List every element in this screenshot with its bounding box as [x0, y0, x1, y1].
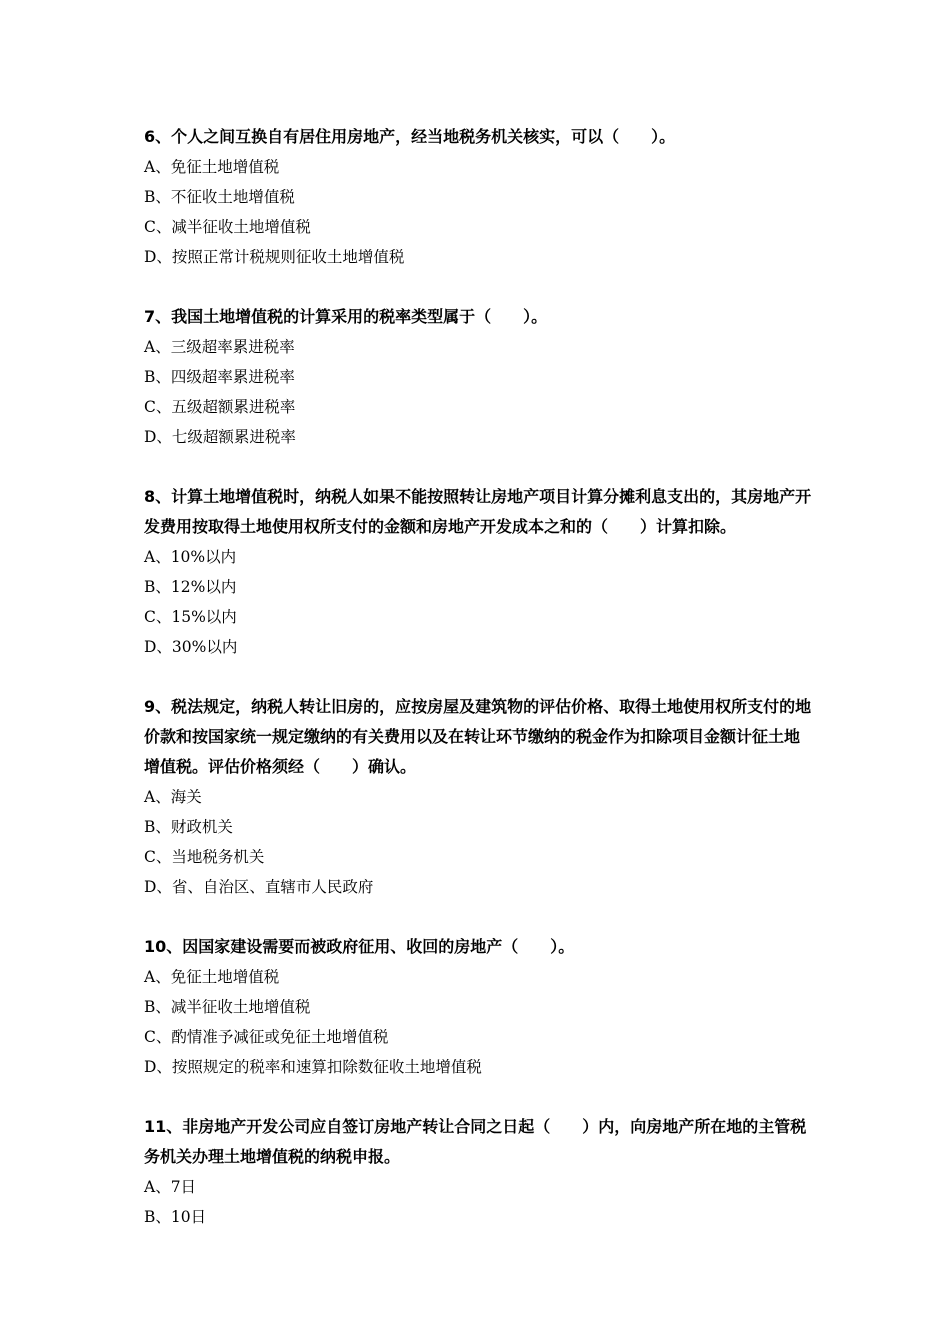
question-text: 9、税法规定，纳税人转让旧房的，应按房屋及建筑物的评估价格、取得土地使用权所支付的地价款和按国家统一规定缴纳的有关费用以及在转让环节缴纳的税金作为扣除项目金额计征土地增值税。评估价格须经（ ）确认。	[144, 697, 812, 776]
answer-option: C、五级超额累进税率	[144, 398, 296, 416]
question-text: 6、个人之间互换自有居住用房地产，经当地税务机关核实，可以（ ）。	[144, 127, 676, 146]
question-block	[144, 1112, 814, 1232]
answer-option: B、财政机关	[144, 818, 233, 836]
question-block	[144, 482, 814, 662]
question-text: 8、计算土地增值税时，纳税人如果不能按照转让房地产项目计算分摊利息支出的，其房地产开发费用按取得土地使用权所支付的金额和房地产开发成本之和的（ ）计算扣除。	[144, 487, 812, 536]
question-text: 10、因国家建设需要而被政府征用、收回的房地产（ ）。	[144, 937, 575, 956]
answer-option: A、免征土地增值税	[144, 968, 280, 986]
answer-option: A、免征土地增值税	[144, 158, 280, 176]
answer-option: A、10%以内	[144, 548, 237, 566]
answer-option: B、10日	[144, 1208, 207, 1226]
answer-option: C、15%以内	[144, 608, 237, 626]
answer-option: A、7日	[144, 1178, 197, 1196]
answer-option: D、省、自治区、直辖市人民政府	[144, 878, 374, 896]
question-block	[144, 932, 814, 1082]
answer-option: B、12%以内	[144, 578, 237, 596]
question-block	[144, 122, 814, 272]
answer-option: A、三级超率累进税率	[144, 338, 295, 356]
answer-option: D、按照正常计税规则征收土地增值税	[144, 248, 405, 266]
answer-option: D、按照规定的税率和速算扣除数征收土地增值税	[144, 1058, 482, 1076]
document-page	[144, 122, 814, 1262]
question-text: 7、我国土地增值税的计算采用的税率类型属于（ ）。	[144, 307, 548, 326]
answer-option: C、当地税务机关	[144, 848, 265, 866]
answer-option: A、海关	[144, 788, 202, 806]
answer-option: B、减半征收土地增值税	[144, 998, 311, 1016]
answer-option: B、不征收土地增值税	[144, 188, 295, 206]
answer-option: C、减半征收土地增值税	[144, 218, 311, 236]
answer-option: B、四级超率累进税率	[144, 368, 295, 386]
question-block	[144, 692, 814, 902]
answer-option: C、酌情准予减征或免征土地增值税	[144, 1028, 389, 1046]
question-block	[144, 302, 814, 452]
question-text: 11、非房地产开发公司应自签订房地产转让合同之日起（ ）内，向房地产所在地的主管税务机关办理土地增值税的纳税申报。	[144, 1117, 807, 1166]
answer-option: D、30%以内	[144, 638, 238, 656]
answer-option: D、七级超额累进税率	[144, 428, 296, 446]
